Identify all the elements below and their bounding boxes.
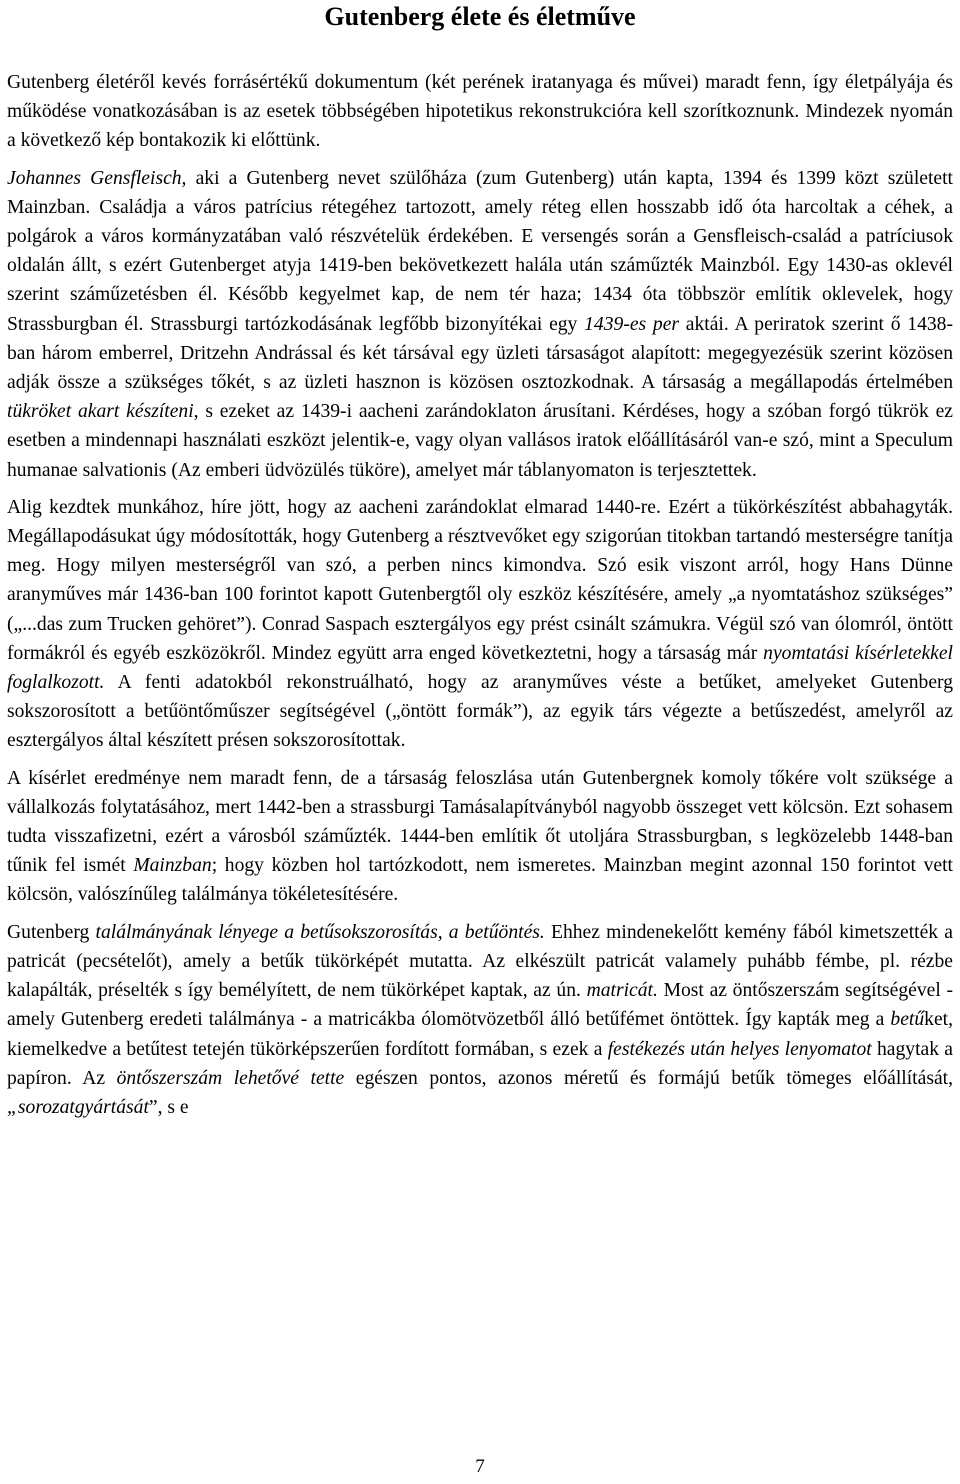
paragraph-mainz xyxy=(7,764,953,910)
paragraph-text: A kísérlet eredménye nem maradt fenn, de a társaság feloszlása után Gutenbergnek komoly tőkére volt szüksége a vállalkozás folytatásához, mert 1442-ben a strassburgi Tamásalapítványból nagyobb összeget vett kölcsön. Ezt sohasem tudta visszafizetni, ezért a városból száműzték. 1444-ben említik őt utoljára Strassburgban, s legközelebb 1448-ban tűnik fel ismét xyxy=(7,767,953,877)
paragraph-experiments xyxy=(7,493,953,756)
paragraph-text: , s ezeket az 1439-i aacheni zarándoklaton árusítani. Kérdéses, hogy a szóban forgó tükrök ez esetben a mindennapi használati eszközt jelentik-e, vagy olyan vallásos iratok előállításáról van-e szó, mint a Speculum humanae salvationis (Az emberi üdvözülés tüköre), amelyet már táblanyomaton is terjesztettek. xyxy=(7,401,953,481)
paragraph-text: Gutenberg xyxy=(7,921,96,943)
emphasis-text: nyomtatási kísérletekkel foglalkozott. xyxy=(7,642,954,694)
paragraph-text: Alig kezdtek munkához, híre jött, hogy az aacheni zarándoklat elmarad 1440-re. Ezért a tükörkészítést abbahagyták. Megállapodásukat úgy módosították, hogy Gutenberg a résztvevőket egy szigorúan titokban tartandó mesterségre tanítja meg. Hogy milyen mesterségről van szó, a perben nincs kimondva. Szó esik viszont arról, hogy Hans Dünne aranyműves már 1436-ban 100 forintot kapott Gutenbergtől oly eszköz készítésére, amely „a nyomtatáshoz szükséges” („...das zum Trucken gehöret”). Conrad Saspach esztergályos egy prést csinált számukra. Végül szó van ólomról, öntött formákról és egyéb eszközökről. Mindez együtt arra enged következtetni, hogy a társaság már xyxy=(7,496,953,664)
emphasis-text: betű xyxy=(890,1009,925,1031)
paragraph-text: ; hogy közben hol tartózkodott, nem ismeretes. Mainzban megint azonnal 150 forintot vett kölcsön, valószínűleg találmánya tökéletesítésére. xyxy=(7,855,954,906)
paragraph-text: aki a Gutenberg nevet szülőháza (zum Gutenberg) után kapta, 1394 és 1399 közt született Mainzban. Családja a város patrícius rétegéhez tartozott, amely réteg ellen hosszabb idő óta harcoltak a céhek, a polgárok a város kormányzatában való részvételük érdekében. E versengés során a Gensfleisch-család a patríciusok oldalán állt, s ezért Gutenberget atyja 1419-ben bekövetkezett halála után száműzték Mainzból. Egy 1430-as oklevél szerint száműzetésben él. Később kegyelmet kap, de nem tér haza; 1434 óta többször említik oklevelek, hogy Strassburgban él. Strassburgi tartózkodásának legfőbb bizonyítékai egy xyxy=(7,167,953,335)
emphasis-text: Mainzban xyxy=(133,855,212,877)
emphasis-text: „sorozatgyártását xyxy=(7,1096,149,1118)
emphasis-text: 1439-es per xyxy=(584,313,680,335)
paragraph-text: Most az öntőszerszám segítségével - amely Gutenberg eredeti találmánya - a matricákba ólomötvözetből álló betűfémet öntöttek. Így kapták meg a xyxy=(7,980,954,1031)
page-number: 7 xyxy=(475,1456,485,1477)
emphasis-text: találmányának lényege a betűsokszorosítás, a betűöntés. xyxy=(95,921,545,943)
paragraph-text: ”, s e xyxy=(148,1096,189,1118)
emphasis-text: öntőszerszám lehetővé tette xyxy=(116,1067,345,1089)
emphasis-text: tükröket akart készíteni xyxy=(7,401,194,423)
emphasis-text: matricát. xyxy=(586,980,658,1002)
page-title: Gutenberg élete és életműve xyxy=(324,2,636,31)
paragraph-text: A fenti adatokból rekonstruálható, hogy az aranyműves véste a betűket, amelyeket Gutenberg sokszorosított a betűöntőműszer segítségével („öntött formák”), az egyik társ végezte a betűszedést, amelyről az esztergályos által készített présen sokszorosítottak. xyxy=(7,672,953,752)
paragraph-invention xyxy=(7,918,953,1122)
paragraph-intro xyxy=(7,68,953,156)
emphasis-text: festékezés után helyes lenyomatot xyxy=(607,1038,872,1060)
paragraph-biography xyxy=(7,164,953,485)
paragraph-text: egészen pontos, azonos méretű és formájú betűk tömeges előállítását, xyxy=(344,1067,953,1089)
paragraph-text: ket, kiemelkedve a betűtest tetején tükörképszerűen fordított formában, s ezek a xyxy=(7,1009,953,1060)
paragraph-text: aktái. A periratok szerint ő 1438-ban három emberrel, Dritzehn Andrással és két társával egy üzleti társaságot alapított: megegyezésük szerint közösen adják össze a szükséges tőkét, s az üzleti hasznon is közösen osztozkodnak. A társaság a megállapodás értelmében xyxy=(7,313,954,394)
document-page xyxy=(7,0,953,1122)
paragraph-text: hagytak a papíron. Az xyxy=(7,1038,954,1089)
paragraph-text: Gutenberg életéről kevés forrásértékű dokumentum (két perének iratanyaga és művei) maradt fenn, így életpályája és működése vonatkozásában is az esetek többségében hipotetikus rekonstrukcióra kell szorítkoznunk. Mindezek nyomán a következő kép bontakozik ki előttünk. xyxy=(7,72,953,152)
emphasis-text: Johannes Gensfleisch, xyxy=(7,167,187,189)
paragraph-text: Ehhez mindenekelőtt kemény fából kimetszették a patricát (pecsételőt), amely a betűk tükörképét mutatta. Az elkészült patricát valamely puhább fémbe, pl. rézbe kalapálták, préselték s így bemélyített, de nem tükörképet kaptak, az ún. xyxy=(7,921,953,1002)
